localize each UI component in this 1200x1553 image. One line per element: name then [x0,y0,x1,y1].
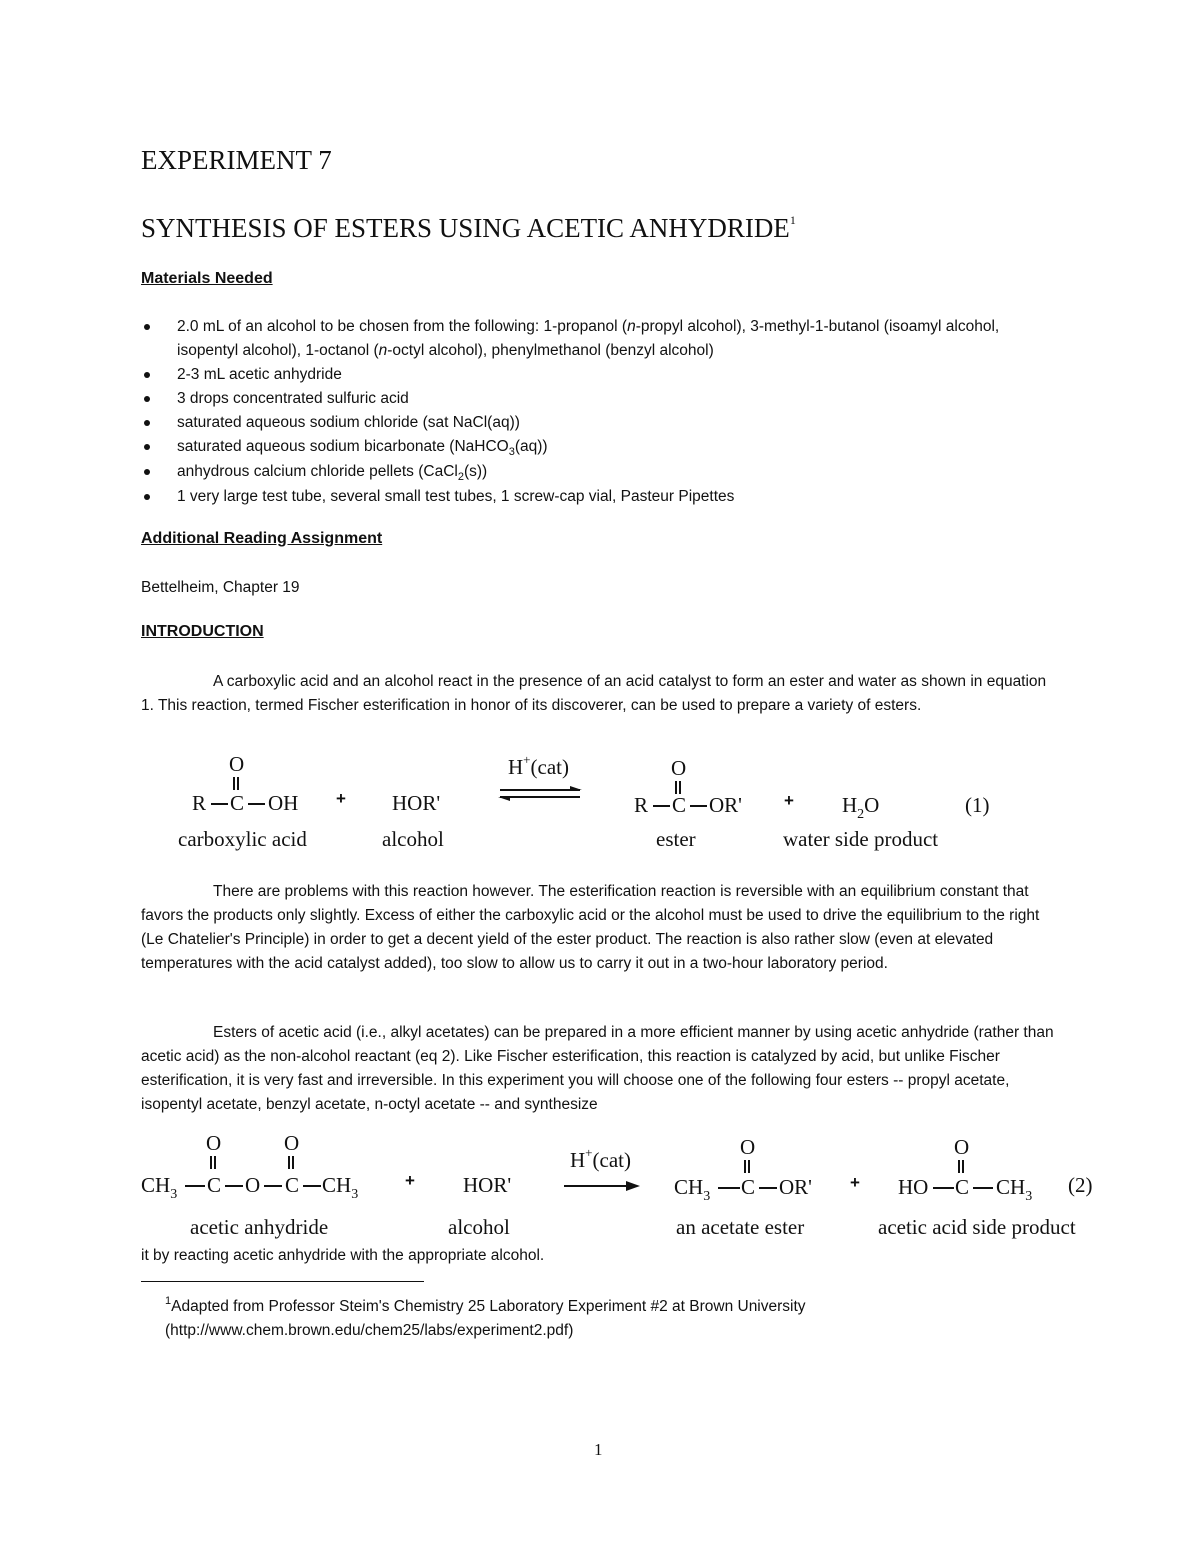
eq2-ester-or: OR' [779,1175,812,1199]
eq2-label: alcohol [448,1215,510,1239]
eq2-bond [933,1187,954,1189]
eq1-carbonyl-o: O [229,752,245,776]
eq2-bond [973,1187,993,1189]
eq2-bond [185,1185,205,1187]
eq1-c: C [230,791,245,815]
eq2-double-bond [288,1156,294,1169]
eq2-arrow [564,1180,640,1192]
eq2-plus: + [850,1173,860,1192]
eq1-hor: HOR' [392,791,441,815]
eq1-ester-o: O [671,756,687,780]
list-item: 1 very large test tube, several small test tubes, 1 screw-cap vial, Pasteur Pipettes [141,485,1061,509]
footnote-line-2: (http://www.chem.brown.edu/chem25/labs/experiment2.pdf) [165,1322,574,1339]
intro-paragraph-3: Esters of acetic acid (i.e., alkyl acetates) can be prepared in a more efficient manner by using acetic anhydride (rather than acetic acid) as the non-alcohol reactant (eq 2). Like Fischer esterification, this reaction is catalyzed by acid, but unlike Fischer esterification, it is very fast and irreversible. In this experiment you will choose one of the following four esters -- propyl acetate, isopentyl acetate, benzyl acetate, n-octyl acetate -- and synthesize [141,1024,1054,1113]
eq2-plus: + [405,1171,415,1190]
eq1-bond [248,803,265,805]
footnote [165,1295,806,1320]
eq2-double-bond [210,1156,216,1169]
eq1-oh: OH [268,791,299,815]
eq1-equilibrium-arrow [498,786,584,802]
eq2-bond [759,1187,777,1189]
eq1-bond [653,805,670,807]
eq1-label: carboxylic acid [178,827,307,851]
eq2-ester-ch3: $CH_3$ [674,1175,711,1204]
eq2-bond [225,1185,243,1187]
footnote-line-1: Adapted from Professor Steim's Chemistry 25 Laboratory Experiment #2 at Brown University [171,1298,806,1315]
eq1-ester-r: R [634,793,649,817]
eq1-label: water side product [783,827,939,851]
eq2-o: O [206,1131,222,1155]
list-item: 3 drops concentrated sulfuric acid [141,387,1061,411]
eq2-o: O [284,1131,300,1155]
eq2-ester-o: O [740,1135,756,1159]
eq2-acid-o: O [954,1135,970,1159]
eq2-c: C [207,1173,222,1197]
eq1-ester-c: C [672,793,687,817]
footnote-mark: 1 [165,1295,172,1307]
eq2-bridge-o: O [245,1173,261,1197]
eq2-acid-ch3: $CH_3$ [996,1175,1033,1204]
intro-paragraph-1: A carboxylic acid and an alcohol react in the presence of an acid catalyst to form an ester and water as shown in equation 1. This reaction, termed Fischer esterification in honor of its discoverer, can be used to prepare a variety of esters. [141,673,1047,714]
eq1-water: $H_2O$ [842,793,880,822]
eq2-double-bond [958,1160,964,1173]
list-item: saturated aqueous sodium chloride (sat NaCl(aq)) [141,411,1061,435]
eq2-bond [718,1187,740,1189]
list-item: 2-3 mL acetic anhydride [141,363,1061,387]
eq1-label: ester [656,827,696,851]
eq2-label: acetic anhydride [190,1215,329,1239]
list-item: saturated aqueous sodium bicarbonate (NaHCO$_3$(aq)) [141,435,1061,460]
eq1-plus: + [784,791,794,810]
list-item: anhydrous calcium chloride pellets (CaCl$_2$(s)) [141,460,1061,485]
eq2-bond [264,1185,282,1187]
eq1-plus: + [336,789,346,808]
eq1-ester-or: OR' [709,793,742,817]
eq2-catalyst: H+(cat) [570,1145,631,1172]
eq2-ester-c: C [741,1175,756,1199]
eq2-ch3: $CH_3$ [322,1173,359,1202]
introduction-heading: INTRODUCTION [141,623,264,640]
eq1-label: alcohol [382,827,444,851]
eq2-acid-c: C [955,1175,970,1199]
intro-paragraph-2: There are problems with this reaction however. The esterification reaction is reversible with an equilibrium constant that favors the products only slightly. Excess of either the carboxylic acid or the alcohol must be used to drive the equilibrium to the right (Le Chatelier's Principle) in order to get a decent yield of the ester product. The reaction is also rather slow (even at elevated temperatures with the acid catalyst added), too slow to allow us to carry it out in a two-hour laboratory period. [141,883,1040,972]
subtitle-footnote-mark: 1 [789,213,796,227]
subtitle-text: SYNTHESIS OF ESTERS USING ACETIC ANHYDRIDE [141,213,790,243]
eq2-hor: HOR' [463,1173,512,1197]
eq2-ch3: $CH_3$ [141,1173,178,1202]
eq2-label: acetic acid side product [878,1215,1076,1239]
eq2-bond [303,1185,321,1187]
page-number: 1 [594,1440,603,1459]
list-item: 2.0 mL of an alcohol to be chosen from the following: 1-propanol (n-propyl alcohol), 3-methyl-1-butanol (isoamyl alcohol, isopentyl alcohol), 1-octanol (n-octyl alcohol), phenylmethanol (benzyl alcohol) [141,315,1061,363]
eq2-number: (2) [1068,1173,1093,1197]
eq1-bond [690,805,707,807]
eq1-double-bond [233,777,239,790]
eq1-number: (1) [965,793,990,817]
eq1-catalyst: H+(cat) [508,752,569,779]
eq1-bond [211,803,228,805]
eq1-r: R [192,791,207,815]
eq2-acid-ho: HO [898,1175,929,1199]
materials-list [141,315,1061,509]
reading-heading: Additional Reading Assignment [141,530,383,547]
eq2-label: an acetate ester [676,1215,805,1239]
eq2-c: C [285,1173,300,1197]
materials-heading: Materials Needed [141,270,273,287]
footnote-divider [141,1281,424,1282]
eq2-double-bond [744,1160,750,1173]
experiment-title: EXPERIMENT 7 [141,145,332,175]
experiment-subtitle [141,213,796,244]
reading-text: Bettelheim, Chapter 19 [141,579,300,596]
intro-paragraph-4: it by reacting acetic anhydride with the appropriate alcohol. [141,1247,545,1264]
